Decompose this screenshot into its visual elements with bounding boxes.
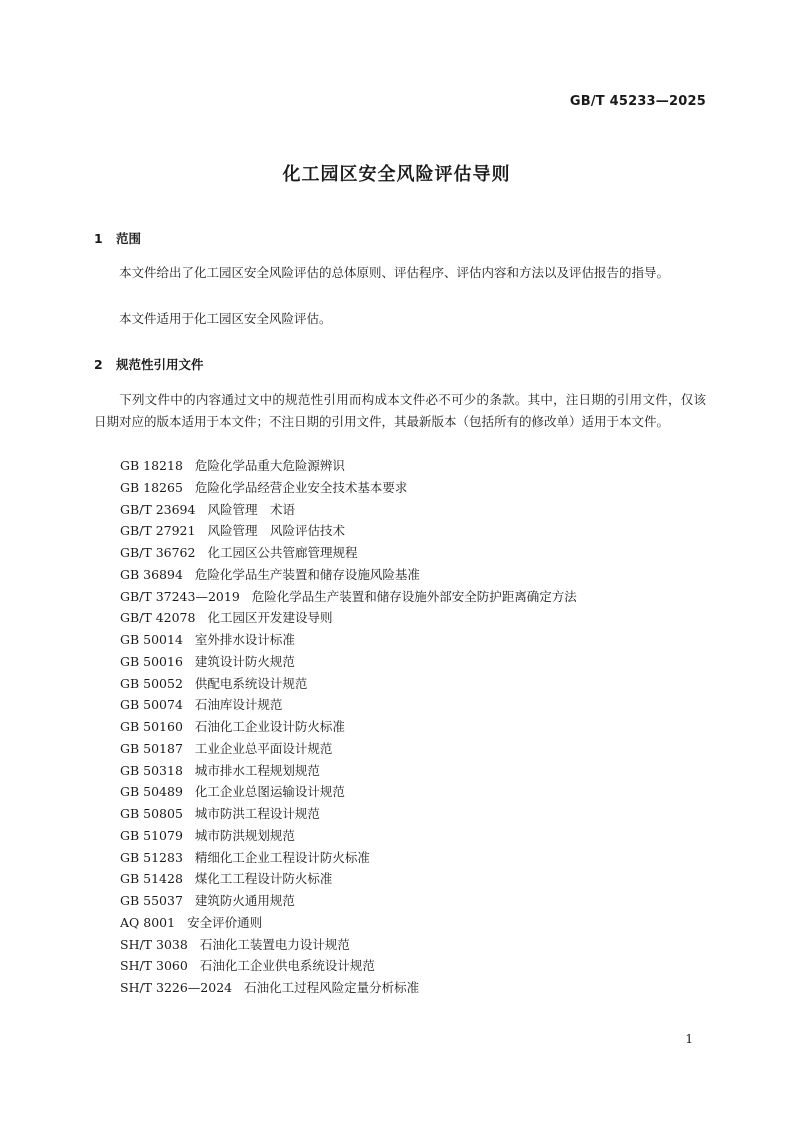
document-title: 化工园区安全风险评估导则	[282, 164, 511, 185]
reference-item	[120, 890, 577, 912]
reference-title: 石油化工过程风险定量分析标准	[244, 980, 420, 995]
reference-code: GB/T 36762	[120, 545, 196, 560]
reference-title: 石油化工装置电力设计规范	[199, 936, 350, 952]
reference-item	[120, 760, 577, 782]
reference-title: 精细化工企业工程设计防火标准	[194, 849, 370, 865]
reference-title: 风险管理 风险评估技术	[207, 523, 345, 539]
reference-code: GB 50187	[120, 740, 183, 756]
reference-title: 建筑防火通用规范	[194, 893, 295, 908]
section-number: 1	[94, 231, 103, 246]
reference-item	[120, 564, 577, 586]
reference-item	[120, 716, 577, 738]
scope-paragraph-1: 本文件给出了化工园区安全风险评估的总体原则、评估程序、评估内容和方法以及评估报告的指导。	[119, 265, 670, 280]
reference-item	[120, 738, 577, 760]
reference-item	[120, 694, 577, 716]
reference-item	[120, 651, 577, 673]
reference-item	[120, 803, 577, 825]
reference-code: GB 50318	[120, 762, 183, 778]
reference-code: GB 36894	[120, 566, 183, 582]
reference-item	[120, 520, 577, 542]
reference-title: 风险管理 术语	[207, 501, 295, 517]
reference-title: 危险化学品经营企业安全技术基本要求	[194, 479, 408, 495]
reference-title: 室外排水设计标准	[194, 632, 295, 647]
reference-item	[120, 847, 577, 869]
reference-title: 化工园区公共管廊管理规程	[207, 545, 358, 560]
reference-item	[120, 825, 577, 847]
reference-code: GB/T 42078	[120, 610, 196, 626]
reference-title: 危险化学品生产装置和储存设施风险基准	[194, 566, 420, 582]
section-title: 范围	[116, 231, 142, 246]
reference-code: GB/T 23694	[120, 501, 196, 517]
reference-item	[120, 673, 577, 695]
reference-title: 石油化工企业供电系统设计规范	[199, 958, 375, 974]
reference-title: 供配电系统设计规范	[194, 675, 308, 691]
reference-title: 城市防洪规划规范	[194, 827, 295, 843]
reference-title: 危险化学品重大危险源辨识	[194, 458, 345, 473]
reference-title: 安全评价通则	[187, 914, 263, 930]
reference-item	[120, 934, 577, 956]
reference-item	[120, 912, 577, 934]
reference-title: 建筑设计防火规范	[194, 653, 295, 669]
reference-code: AQ 8001	[120, 914, 176, 930]
reference-code: GB 18218	[120, 458, 183, 473]
references-intro-paragraph: 下列文件中的内容通过文中的规范性引用而构成本文件必不可少的条款。其中，注日期的引用文件，仅该日期对应的版本适用于本文件；不注日期的引用文件，其最新版本（包括所有的修改单）适用于本文件。	[94, 392, 706, 429]
reference-code: GB 51079	[120, 827, 183, 843]
reference-code: SH/T 3060	[120, 958, 188, 974]
reference-code: GB 51283	[120, 849, 183, 865]
reference-code: GB/T 37243—2019	[120, 588, 240, 604]
reference-title: 化工园区开发建设导则	[207, 610, 333, 626]
reference-item	[120, 499, 577, 521]
section-heading-normative-references	[94, 355, 204, 373]
reference-code: GB 51428	[120, 871, 183, 887]
reference-item	[120, 977, 577, 999]
reference-code: GB 50052	[120, 675, 183, 691]
reference-title: 煤化工工程设计防火标准	[194, 871, 333, 887]
reference-code: GB 50016	[120, 653, 183, 669]
reference-code: GB/T 27921	[120, 523, 196, 539]
reference-code: GB 50160	[120, 719, 183, 734]
reference-title: 石油库设计规范	[194, 697, 283, 713]
section-number: 2	[94, 357, 103, 372]
reference-code: GB 18265	[120, 479, 183, 495]
reference-list	[120, 455, 577, 999]
reference-title: 城市排水工程规划规范	[194, 762, 320, 778]
scope-paragraph-2: 本文件适用于化工园区安全风险评估。	[119, 311, 332, 326]
reference-item	[120, 542, 577, 564]
reference-code: GB 50074	[120, 697, 183, 713]
reference-title: 化工企业总图运输设计规范	[194, 784, 345, 800]
reference-item	[120, 781, 577, 803]
reference-item	[120, 629, 577, 651]
reference-item	[120, 586, 577, 608]
reference-code: SH/T 3226—2024	[120, 980, 233, 995]
reference-title: 危险化学品生产装置和储存设施外部安全防护距离确定方法	[251, 588, 577, 604]
reference-code: GB 50805	[120, 806, 183, 821]
reference-code: GB 50014	[120, 632, 183, 647]
reference-code: SH/T 3038	[120, 936, 188, 952]
standard-code: GB/T 45233—2025	[569, 94, 706, 109]
reference-title: 石油化工企业设计防火标准	[194, 719, 345, 734]
section-title: 规范性引用文件	[116, 357, 204, 372]
reference-code: GB 55037	[120, 893, 183, 908]
page-number: 1	[685, 1032, 693, 1046]
reference-title: 城市防洪工程设计规范	[194, 806, 320, 821]
reference-item	[120, 955, 577, 977]
reference-code: GB 50489	[120, 784, 183, 800]
reference-item	[120, 477, 577, 499]
reference-item	[120, 868, 577, 890]
reference-item	[120, 455, 577, 477]
reference-title: 工业企业总平面设计规范	[194, 740, 333, 756]
section-heading-scope	[94, 229, 141, 247]
reference-item	[120, 607, 577, 629]
